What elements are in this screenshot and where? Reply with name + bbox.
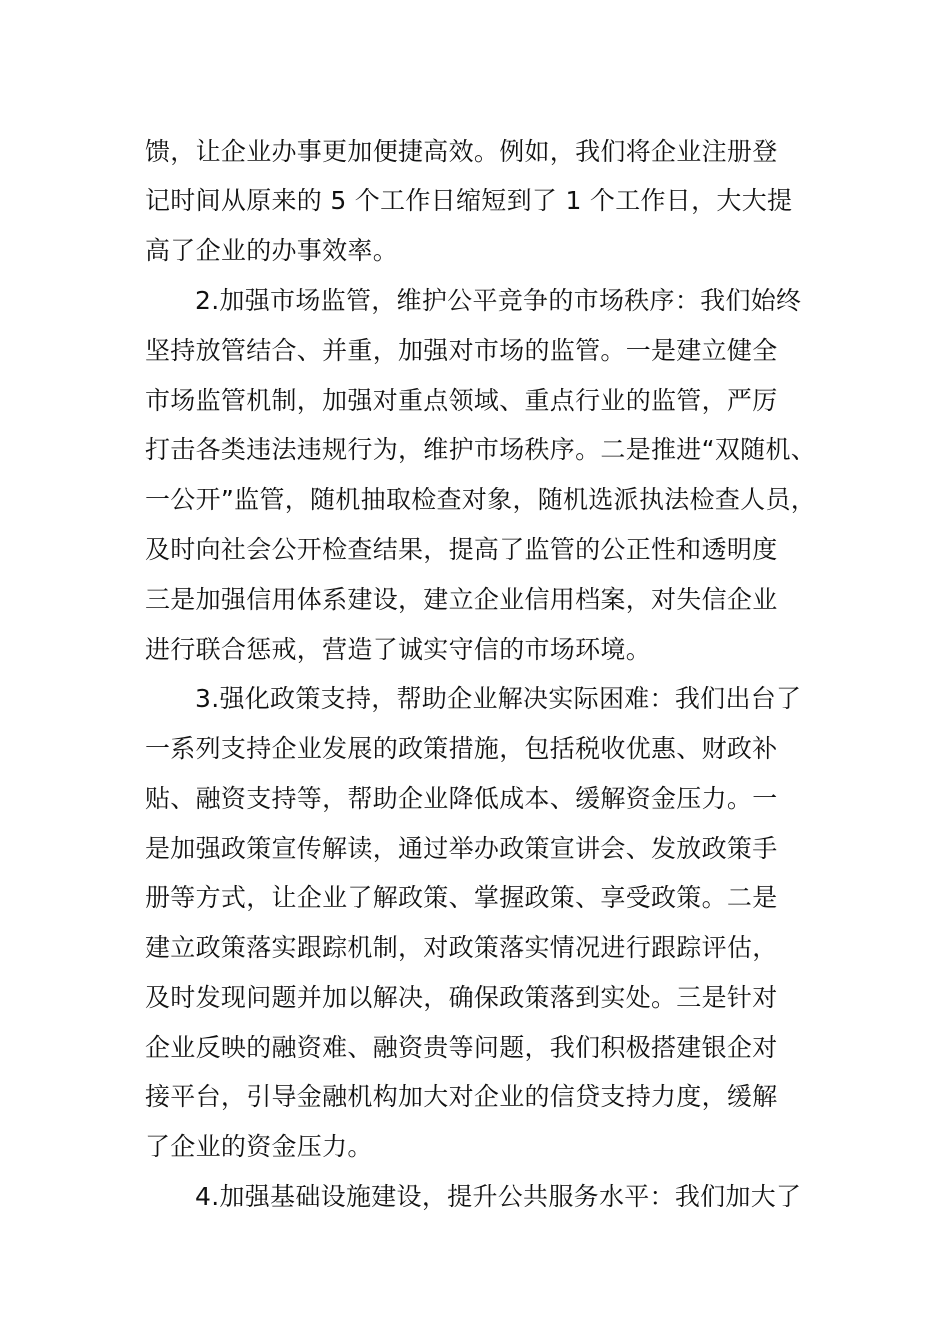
text-line-6: 市场监管机制，加强对重点领域、重点行业的监管，严厉 xyxy=(145,386,778,415)
paragraph-3-heading: 3.强化政策支持，帮助企业解决实际困难：我们出台了 xyxy=(195,684,802,713)
text-line-8: 一公开”监管，随机抽取检查对象，随机选派执法检查人员， xyxy=(145,485,817,514)
text-line-14: 贴、融资支持等，帮助企业降低成本、缓解资金压力。一 xyxy=(145,784,778,813)
text-line-15: 是加强政策宣传解读，通过举办政策宣讲会、发放政策手 xyxy=(145,834,778,863)
text-line-10: 三是加强信用体系建设，建立企业信用档案，对失信企业 xyxy=(145,585,778,614)
text-line-5: 坚持放管结合、并重，加强对市场的监管。一是建立健全 xyxy=(145,336,778,365)
paragraph-2-heading: 2.加强市场监管，维护公平竞争的市场秩序：我们始终 xyxy=(195,286,802,315)
text-line-18: 及时发现问题并加以解决，确保政策落到实处。三是针对 xyxy=(145,983,778,1012)
text-line-11: 进行联合惩戒，营造了诚实守信的市场环境。 xyxy=(145,635,652,664)
paragraph-4-heading: 4.加强基础设施建设，提升公共服务水平：我们加大了 xyxy=(195,1182,802,1211)
text-line-1: 馈，让企业办事更加便捷高效。例如，我们将企业注册登 xyxy=(145,137,778,166)
text-line-13: 一系列支持企业发展的政策措施，包括税收优惠、财政补 xyxy=(145,734,778,763)
text-line-21: 了企业的资金压力。 xyxy=(145,1132,373,1161)
text-line-16: 册等方式，让企业了解政策、掌握政策、享受政策。二是 xyxy=(145,883,778,912)
text-line-17: 建立政策落实跟踪机制，对政策落实情况进行跟踪评估， xyxy=(145,933,778,962)
text-line-9: 及时向社会公开检查结果，提高了监管的公正性和透明度 xyxy=(145,535,778,564)
text-line-19: 企业反映的融资难、融资贵等问题，我们积极搭建银企对 xyxy=(145,1033,778,1062)
text-line-3: 高了企业的办事效率。 xyxy=(145,236,399,265)
text-line-20: 接平台，引导金融机构加大对企业的信贷支持力度，缓解 xyxy=(145,1082,778,1111)
text-line-2: 记时间从原来的 5 个工作日缩短到了 1 个工作日，大大提 xyxy=(145,186,793,215)
text-line-7: 打击各类违法违规行为，维护市场秩序。二是推进“双随机、 xyxy=(145,435,817,464)
